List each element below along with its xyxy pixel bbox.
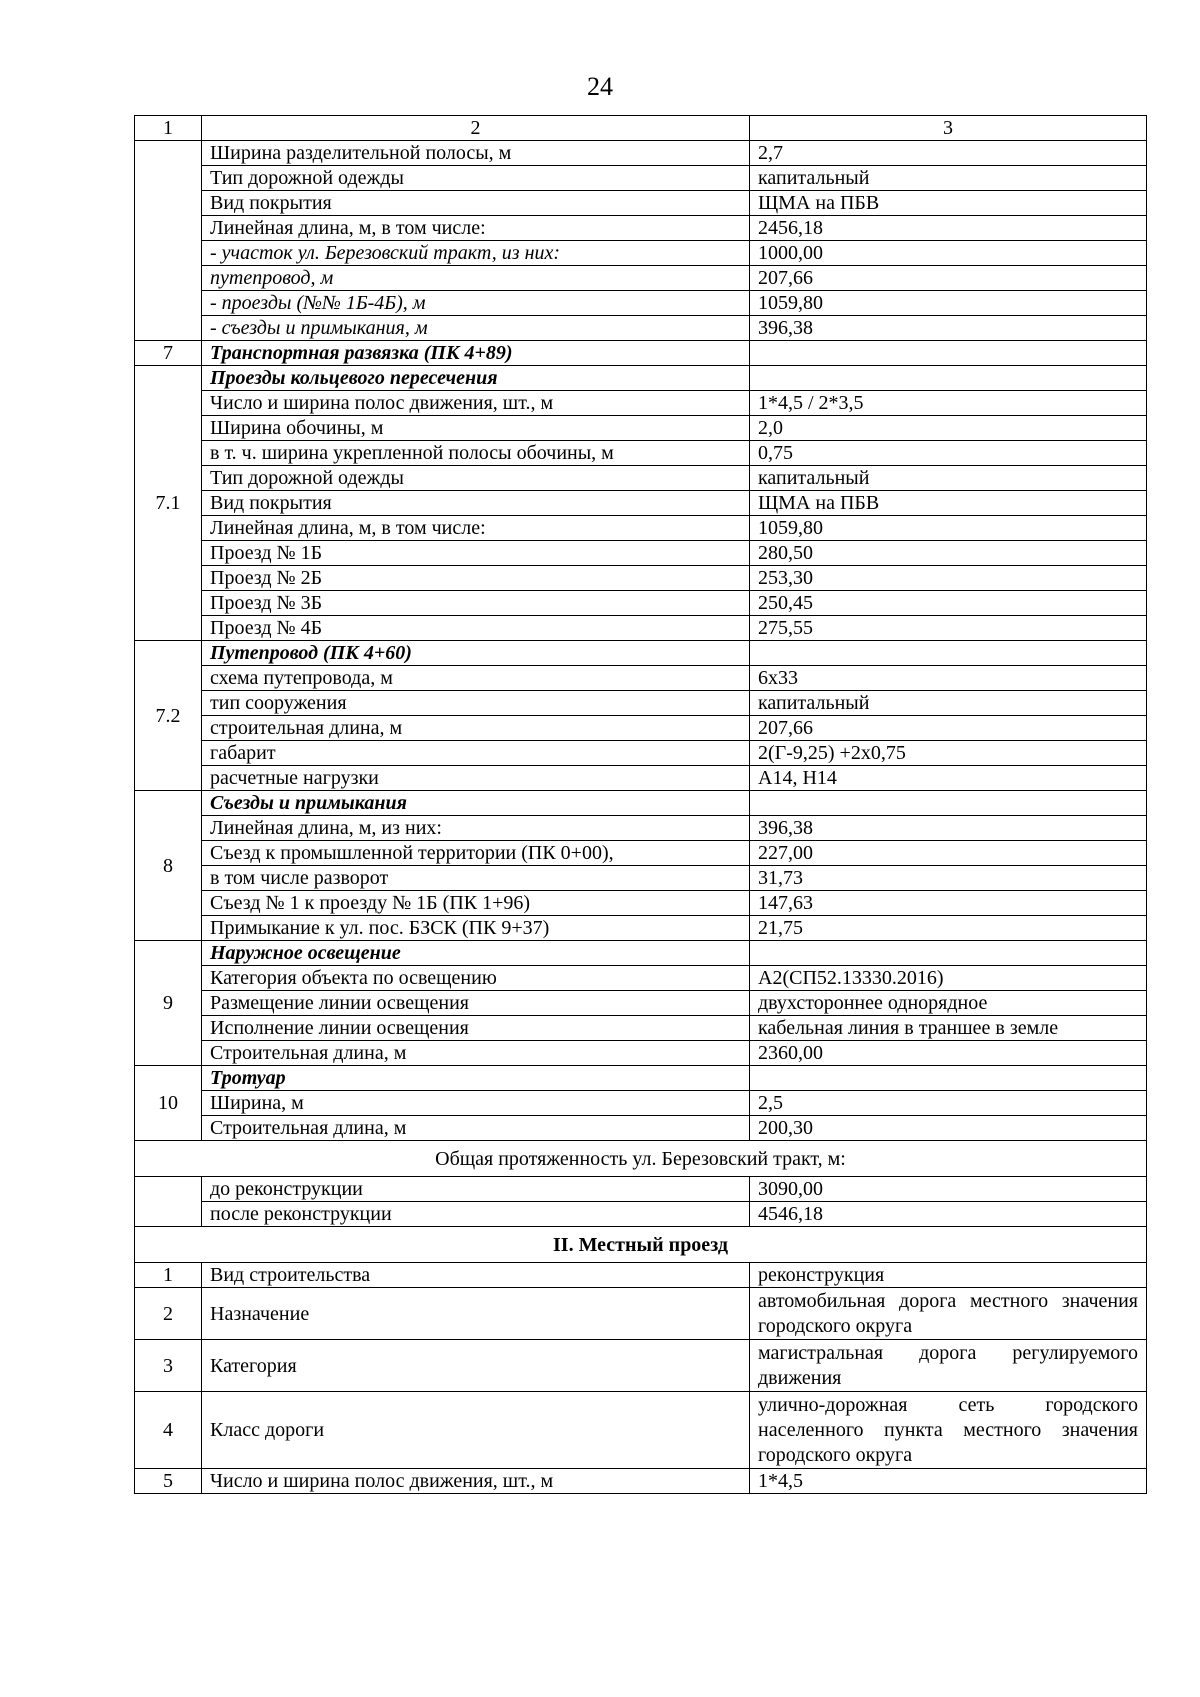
parameter-value-cell: А14, Н14 [750, 766, 1147, 791]
parameter-value-cell: 2456,18 [750, 216, 1147, 241]
parameter-label-cell: Ширина, м [202, 1091, 750, 1116]
parameter-value-cell: 207,66 [750, 266, 1147, 291]
parameter-label-cell: до реконструкции [202, 1177, 750, 1202]
parameter-value-cell: 275,55 [750, 616, 1147, 641]
parameter-value-cell: 2(Г-9,25) +2х0,75 [750, 741, 1147, 766]
table-row [135, 316, 1147, 341]
total-heading-row [135, 1141, 1147, 1177]
table-row [135, 266, 1147, 291]
row-number-cell: 9 [135, 941, 202, 1066]
parameter-value-cell: 2,7 [750, 141, 1147, 166]
parameter-value-cell: 147,63 [750, 891, 1147, 916]
parameter-label-cell: в т. ч. ширина укрепленной полосы обочины, м [202, 441, 750, 466]
table-row [135, 716, 1147, 741]
parameter-label-cell: Ширина обочины, м [202, 416, 750, 441]
table-row [135, 366, 1147, 391]
parameter-label-cell: Линейная длина, м, в том числе: [202, 216, 750, 241]
table-row [135, 791, 1147, 816]
row-number-cell: 7 [135, 341, 202, 366]
table-row [135, 941, 1147, 966]
parameter-label-cell: после реконструкции [202, 1202, 750, 1227]
parameter-value-cell: 2360,00 [750, 1041, 1147, 1066]
table-row [135, 291, 1147, 316]
parameter-value-cell: 396,38 [750, 816, 1147, 841]
parameter-value-cell: магистральная дорога регулируемого движения [750, 1340, 1147, 1392]
total-heading-cell: Общая протяженность ул. Березовский тракт, м: [135, 1141, 1147, 1177]
parameter-label-cell: Примыкание к ул. пос. БЗСК (ПК 9+37) [202, 916, 750, 941]
table-row [135, 1202, 1147, 1227]
parameter-label-cell: Назначение [202, 1288, 750, 1340]
parameter-label-cell: строительная длина, м [202, 716, 750, 741]
row-number-cell: 5 [135, 1469, 202, 1494]
parameter-value-cell: 3090,00 [750, 1177, 1147, 1202]
table-row [135, 491, 1147, 516]
parameter-label-cell: Линейная длина, м, из них: [202, 816, 750, 841]
table-row [135, 816, 1147, 841]
page-number: 24 [587, 72, 613, 101]
header-cell: 3 [750, 116, 1147, 141]
parameter-value-cell [750, 941, 1147, 966]
row-number-cell: 8 [135, 791, 202, 941]
parameter-label-cell: Категория объекта по освещению [202, 966, 750, 991]
parameter-label-cell: Размещение линии освещения [202, 991, 750, 1016]
parameter-label-cell: Категория [202, 1340, 750, 1392]
parameter-label-cell: в том числе разворот [202, 866, 750, 891]
parameter-value-cell: 227,00 [750, 841, 1147, 866]
table-row [135, 641, 1147, 666]
parameter-value-cell: 1*4,5 [750, 1469, 1147, 1494]
parameter-value-cell: 1059,80 [750, 516, 1147, 541]
table-row [135, 416, 1147, 441]
table-row [135, 541, 1147, 566]
table-row [135, 591, 1147, 616]
table-row [135, 141, 1147, 166]
table-row [135, 766, 1147, 791]
parameter-label-cell: Съезд № 1 к проезду № 1Б (ПК 1+96) [202, 891, 750, 916]
parameter-label-cell: Линейная длина, м, в том числе: [202, 516, 750, 541]
table-row [135, 991, 1147, 1016]
parameter-value-cell: капитальный [750, 166, 1147, 191]
table-row [135, 1041, 1147, 1066]
parameter-label-cell: Строительная длина, м [202, 1041, 750, 1066]
parameter-value-cell: капитальный [750, 691, 1147, 716]
table-row [135, 441, 1147, 466]
parameter-label-cell: путепровод, м [202, 266, 750, 291]
table-row [135, 191, 1147, 216]
table-row [135, 1091, 1147, 1116]
parameter-label-cell: Число и ширина полос движения, шт., м [202, 391, 750, 416]
table-row [135, 1340, 1147, 1392]
parameter-label-cell: - съезды и примыкания, м [202, 316, 750, 341]
parameter-value-cell: ЩМА на ПБВ [750, 491, 1147, 516]
parameter-value-cell: 207,66 [750, 716, 1147, 741]
table-row [135, 1288, 1147, 1340]
parameter-value-cell: ЩМА на ПБВ [750, 191, 1147, 216]
parameter-value-cell: двухстороннее однорядное [750, 991, 1147, 1016]
header-cell: 2 [202, 116, 750, 141]
parameter-value-cell [750, 791, 1147, 816]
table-row [135, 1116, 1147, 1141]
table-row [135, 691, 1147, 716]
table-row [135, 966, 1147, 991]
table-row [135, 1177, 1147, 1202]
parameter-label-cell: Проезд № 1Б [202, 541, 750, 566]
table-row [135, 891, 1147, 916]
table-row [135, 841, 1147, 866]
parameter-value-cell [750, 641, 1147, 666]
parameter-label-cell: Наружное освещение [202, 941, 750, 966]
parameter-value-cell: 2,5 [750, 1091, 1147, 1116]
table-row [135, 1392, 1147, 1469]
table-row [135, 216, 1147, 241]
row-number-cell: 10 [135, 1066, 202, 1141]
parameter-value-cell: реконструкция [750, 1263, 1147, 1288]
parameter-value-cell: А2(СП52.13330.2016) [750, 966, 1147, 991]
parameter-value-cell [750, 1066, 1147, 1091]
parameter-value-cell: 21,75 [750, 916, 1147, 941]
parameter-label-cell: Проезд № 4Б [202, 616, 750, 641]
parameter-label-cell: Съезды и примыкания [202, 791, 750, 816]
parameter-value-cell: кабельная линия в траншее в земле [750, 1016, 1147, 1041]
parameter-value-cell: улично-дорожная сеть городского населенного пункта местного значения городского округа [750, 1392, 1147, 1469]
parameter-value-cell: 200,30 [750, 1116, 1147, 1141]
table-row [135, 241, 1147, 266]
row-number-cell: 7.1 [135, 366, 202, 641]
parameter-value-cell: 253,30 [750, 566, 1147, 591]
table-row [135, 1263, 1147, 1288]
table-row [135, 741, 1147, 766]
parameter-value-cell [750, 341, 1147, 366]
parameter-label-cell: Вид покрытия [202, 491, 750, 516]
parameter-label-cell: Проезд № 2Б [202, 566, 750, 591]
parameter-value-cell: 0,75 [750, 441, 1147, 466]
section-title-cell: Транспортная развязка (ПК 4+89) [202, 341, 750, 366]
parameter-value-cell: 1059,80 [750, 291, 1147, 316]
row-number-cell: 1 [135, 1263, 202, 1288]
parameter-value-cell: автомобильная дорога местного значения городского округа [750, 1288, 1147, 1340]
parameter-label-cell: - участок ул. Березовский тракт, из них: [202, 241, 750, 266]
parameter-label-cell: Проезды кольцевого пересечения [202, 366, 750, 391]
parameter-value-cell: 4546,18 [750, 1202, 1147, 1227]
parameter-label-cell: тип сооружения [202, 691, 750, 716]
row-number-cell: 3 [135, 1340, 202, 1392]
parameter-label-cell: Тип дорожной одежды [202, 466, 750, 491]
parameter-label-cell: Тип дорожной одежды [202, 166, 750, 191]
parameter-value-cell: 2,0 [750, 416, 1147, 441]
parameter-label-cell: Съезд к промышленной территории (ПК 0+00), [202, 841, 750, 866]
parameter-label-cell: расчетные нагрузки [202, 766, 750, 791]
table-row [135, 1469, 1147, 1494]
parameter-value-cell: 250,45 [750, 591, 1147, 616]
parameter-label-cell: Исполнение линии освещения [202, 1016, 750, 1041]
parameter-value-cell: 6х33 [750, 666, 1147, 691]
parameter-value-cell [750, 366, 1147, 391]
table-row [135, 616, 1147, 641]
table-row [135, 916, 1147, 941]
parameter-label-cell: Вид строительства [202, 1263, 750, 1288]
row-number-cell: 7.2 [135, 641, 202, 791]
parameter-value-cell: 31,73 [750, 866, 1147, 891]
parameter-label-cell: - проезды (№№ 1Б-4Б), м [202, 291, 750, 316]
table-row [135, 166, 1147, 191]
parameter-label-cell: Строительная длина, м [202, 1116, 750, 1141]
parameter-label-cell: габарит [202, 741, 750, 766]
parameter-value-cell: 1000,00 [750, 241, 1147, 266]
parameter-value-cell: капитальный [750, 466, 1147, 491]
table-row [135, 666, 1147, 691]
parameter-label-cell: Тротуар [202, 1066, 750, 1091]
table-row [135, 1066, 1147, 1091]
table-row [135, 391, 1147, 416]
table-row [135, 566, 1147, 591]
table-body [135, 116, 1147, 1494]
specification-table [134, 115, 1147, 1494]
section-row [135, 341, 1147, 366]
parameter-label-cell: схема путепровода, м [202, 666, 750, 691]
parameter-label-cell: Проезд № 3Б [202, 591, 750, 616]
row-number-cell [135, 1177, 202, 1227]
parameter-value-cell: 1*4,5 / 2*3,5 [750, 391, 1147, 416]
section-heading-row [135, 1227, 1147, 1263]
table-row [135, 1016, 1147, 1041]
parameter-label-cell: Класс дороги [202, 1392, 750, 1469]
section-heading-cell: II. Местный проезд [135, 1227, 1147, 1263]
row-number-cell [135, 141, 202, 341]
parameter-label-cell: Число и ширина полос движения, шт., м [202, 1469, 750, 1494]
parameter-label-cell: Путепровод (ПК 4+60) [202, 641, 750, 666]
header-row [135, 116, 1147, 141]
parameter-label-cell: Вид покрытия [202, 191, 750, 216]
table-row [135, 866, 1147, 891]
header-cell: 1 [135, 116, 202, 141]
parameter-label-cell: Ширина разделительной полосы, м [202, 141, 750, 166]
row-number-cell: 2 [135, 1288, 202, 1340]
parameter-value-cell: 280,50 [750, 541, 1147, 566]
row-number-cell: 4 [135, 1392, 202, 1469]
parameter-value-cell: 396,38 [750, 316, 1147, 341]
table-row [135, 466, 1147, 491]
table-row [135, 516, 1147, 541]
